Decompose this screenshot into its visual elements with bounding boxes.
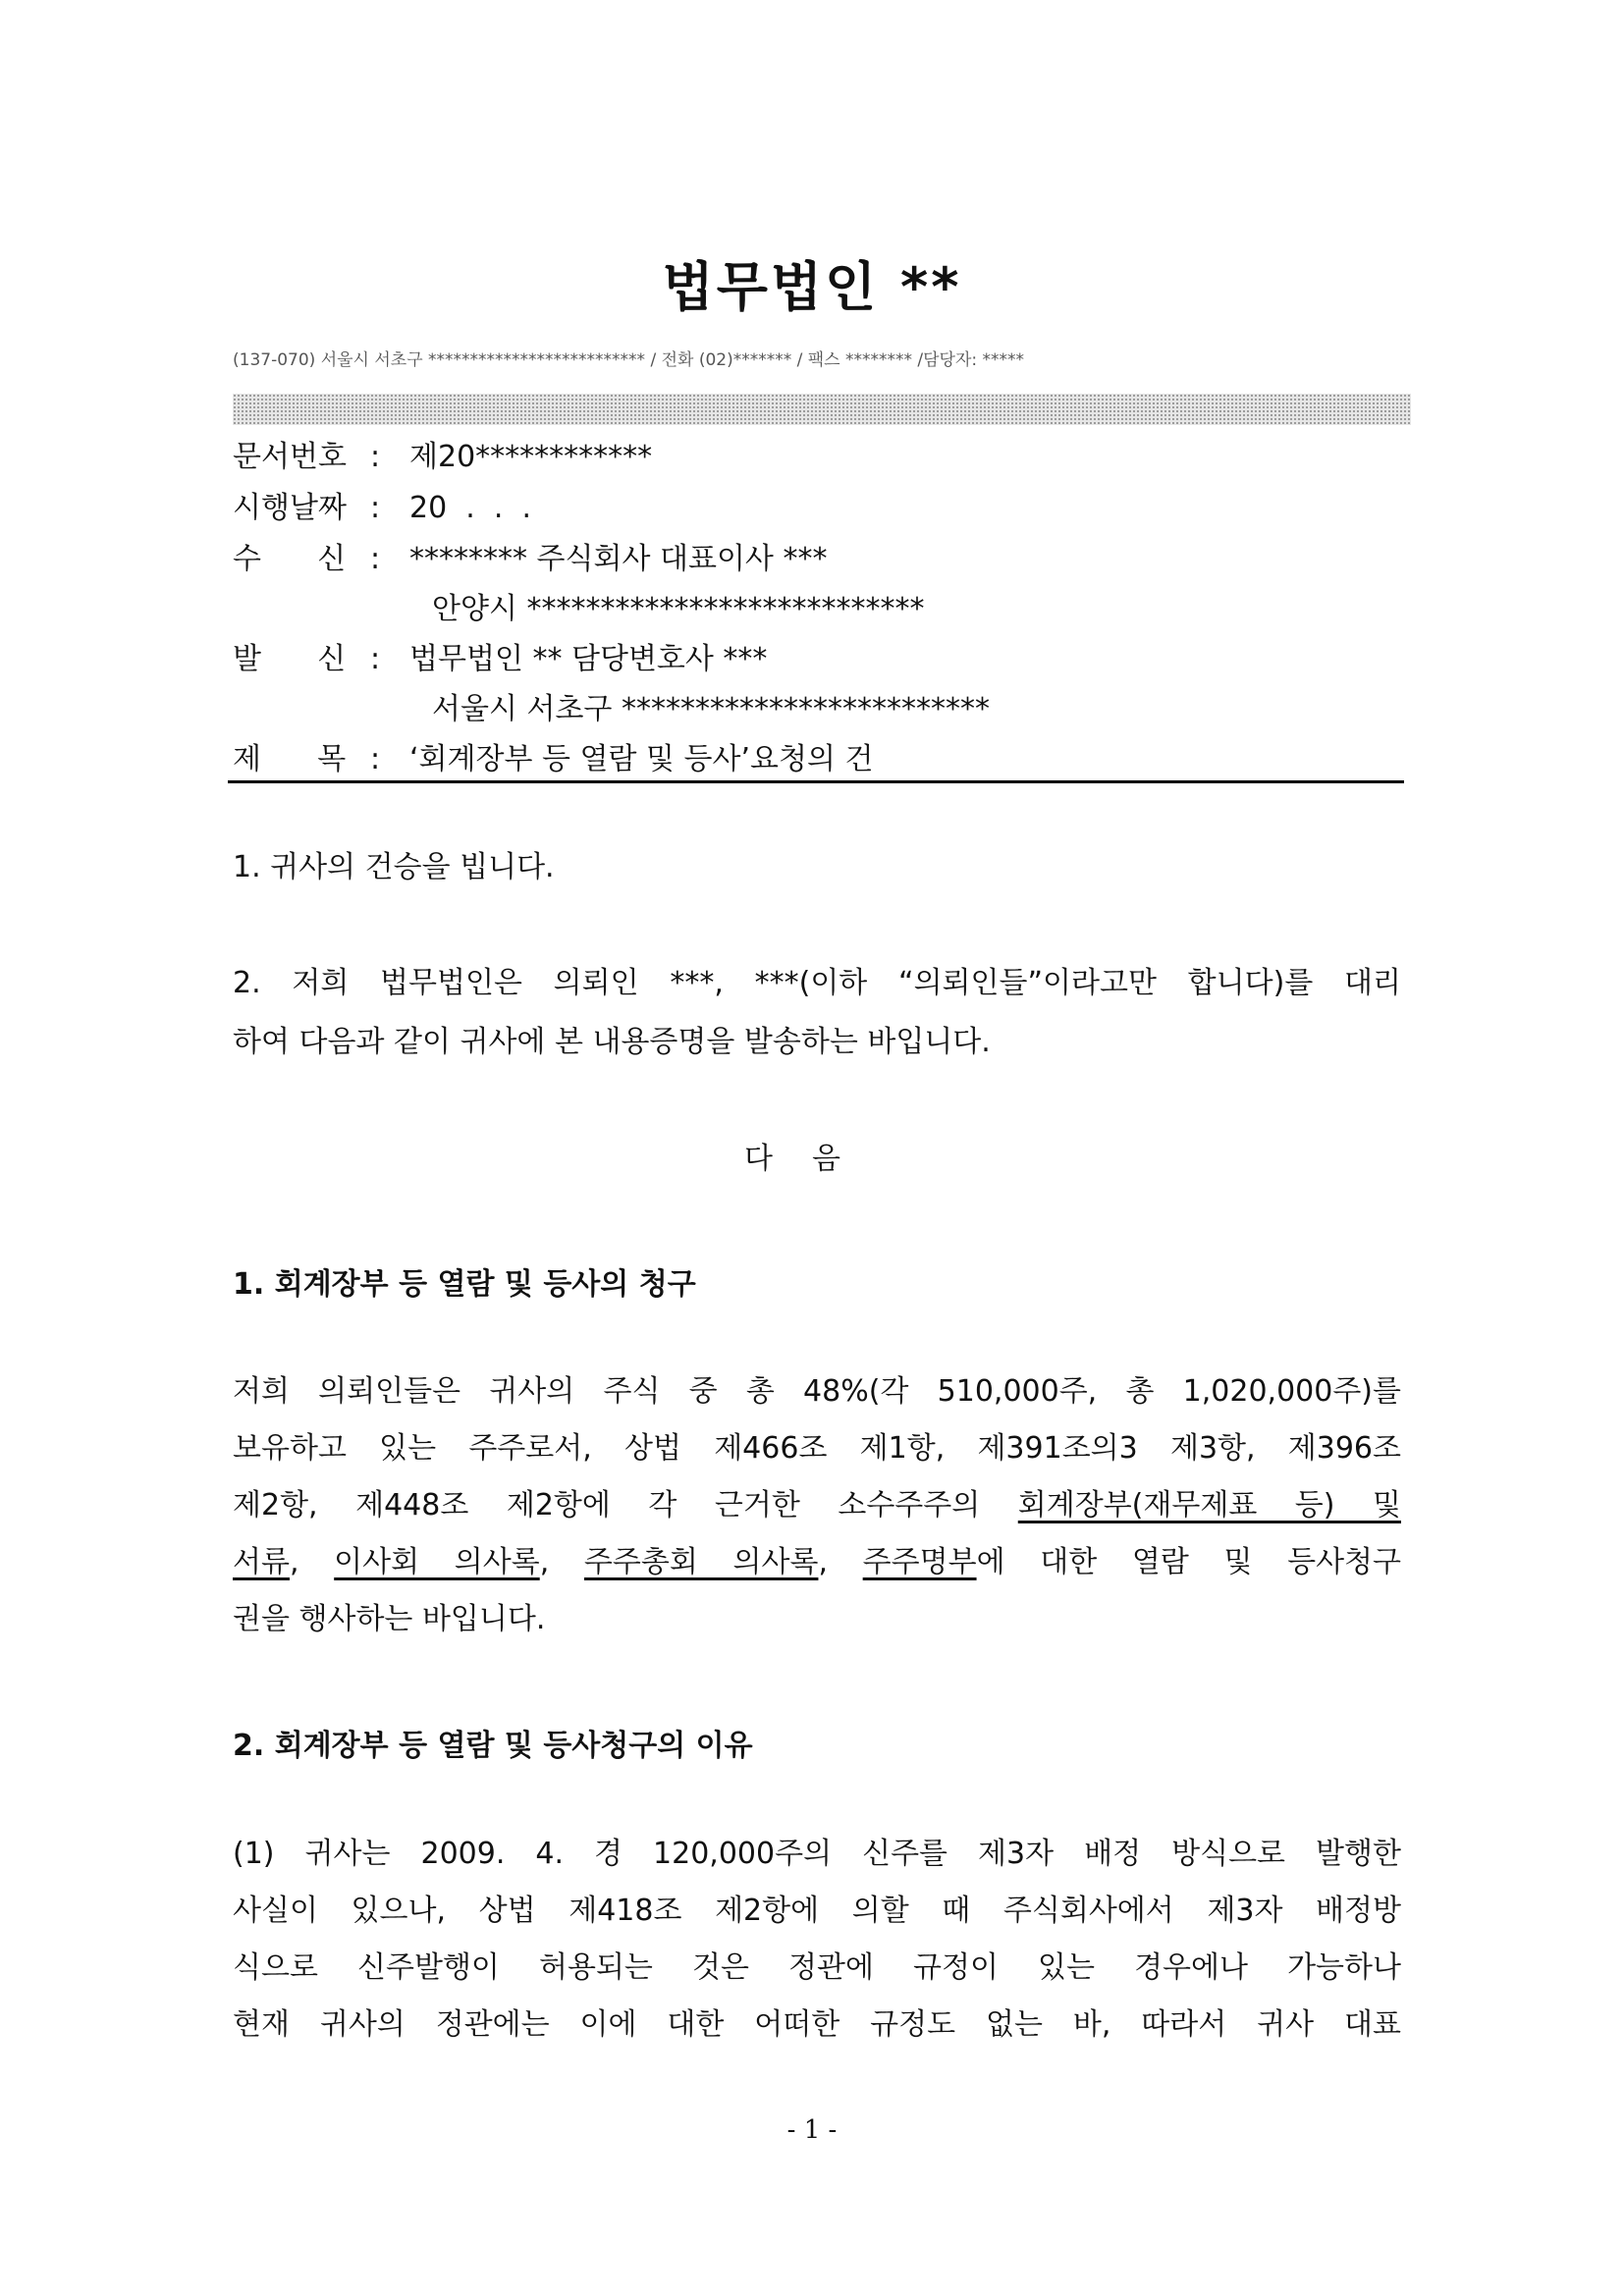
header-doc-no <box>233 432 652 475</box>
section-1-line-2: 보유하고 있는 주주로서, 상법 제466조 제1항, 제391조의3 제3항, 제396조 <box>233 1431 1401 1466</box>
firm-title: 법무법인 ** <box>662 256 962 318</box>
separator: , <box>818 1545 863 1579</box>
underlined-term: 회계장부(재무제표 등) 및 <box>1017 1488 1401 1522</box>
section-2-heading: 2. 회계장부 등 열람 및 등사청구의 이유 <box>233 1729 753 1763</box>
underlined-term: 서류 <box>233 1545 290 1579</box>
section-2-line-4: 현재 귀사의 정관에는 이에 대한 어떠한 규정도 없는 바, 따라서 귀사 대표 <box>233 2007 1401 2042</box>
from-label: 발 신 <box>233 642 347 676</box>
section-2-line-1: (1) 귀사는 2009. 4. 경 120,000주의 신주를 제3자 배정 방식으로 발행한 <box>233 1837 1401 1871</box>
section-1-line-1: 저희 의뢰인들은 귀사의 주식 중 총 48%(각 510,000주, 총 1,020,000주)를 <box>233 1374 1401 1409</box>
header-recipient <box>233 534 827 577</box>
underlined-term: 주주총회 의사록 <box>583 1545 819 1579</box>
section-1-text: 제2항, 제448조 제2항에 각 근거한 소수주주의 <box>233 1488 1018 1522</box>
separator: , <box>539 1545 584 1579</box>
dotted-divider <box>233 394 1411 425</box>
section-1-line-4 <box>233 1537 1401 1580</box>
colon: : <box>370 542 381 576</box>
subject-value: ‘회계장부 등 열람 및 등사’요청의 건 <box>409 742 874 776</box>
colon: : <box>370 742 381 776</box>
center-heading: 다음 <box>744 1142 880 1176</box>
section-1-line-5: 권을 행사하는 바입니다. <box>233 1602 546 1636</box>
paragraph-1: 1. 귀사의 건승을 빕니다. <box>233 850 555 884</box>
header-subject <box>233 734 873 777</box>
subject-label: 제 목 <box>233 742 347 776</box>
date-label: 시행날짜 <box>233 491 347 525</box>
page-number: - 1 - <box>786 2115 838 2145</box>
section-2-line-3: 식으로 신주발행이 허용되는 것은 정관에 규정이 있는 경우에나 가능하나 <box>233 1950 1401 1985</box>
header-rule <box>228 780 1404 783</box>
header-sender <box>233 634 767 677</box>
doc-no-label: 문서번호 <box>233 440 347 474</box>
date-value: 20 . . . <box>409 491 531 525</box>
underlined-term: 주주명부 <box>862 1545 977 1579</box>
from-address: 서울시 서초구 ************************* <box>432 692 990 726</box>
paragraph-2-line-1: 2. 저희 법무법인은 의뢰인 ***, ***(이하 “의뢰인들”이라고만 합니다)를 대리 <box>233 966 1401 1000</box>
colon: : <box>370 642 381 676</box>
separator: , <box>289 1545 335 1579</box>
section-2-line-2: 사실이 있으나, 상법 제418조 제2항에 의할 때 주식회사에서 제3자 배정방 <box>233 1894 1401 1928</box>
underlined-term: 이사회 의사록 <box>334 1545 540 1579</box>
to-address: 안양시 *************************** <box>432 592 925 626</box>
firm-address: (137-070) 서울시 서초구 ************************** / 전화 (02)******* / 팩스 ******** /담당자: ***** <box>233 350 1025 370</box>
doc-no-value: 제20************ <box>409 440 653 474</box>
colon: : <box>370 491 381 525</box>
from-value: 법무법인 ** 담당변호사 *** <box>409 642 768 676</box>
colon: : <box>370 440 381 474</box>
paragraph-2-line-2: 하여 다음과 같이 귀사에 본 내용증명을 발송하는 바입니다. <box>233 1025 991 1059</box>
header-date <box>233 483 531 526</box>
to-value: ******** 주식회사 대표이사 *** <box>409 542 828 576</box>
section-1-line-3 <box>233 1480 1401 1523</box>
to-label: 수 신 <box>233 542 347 576</box>
section-1-text: 에 대한 열람 및 등사청구 <box>976 1545 1402 1579</box>
section-1-heading: 1. 회계장부 등 열람 및 등사의 청구 <box>233 1267 696 1302</box>
